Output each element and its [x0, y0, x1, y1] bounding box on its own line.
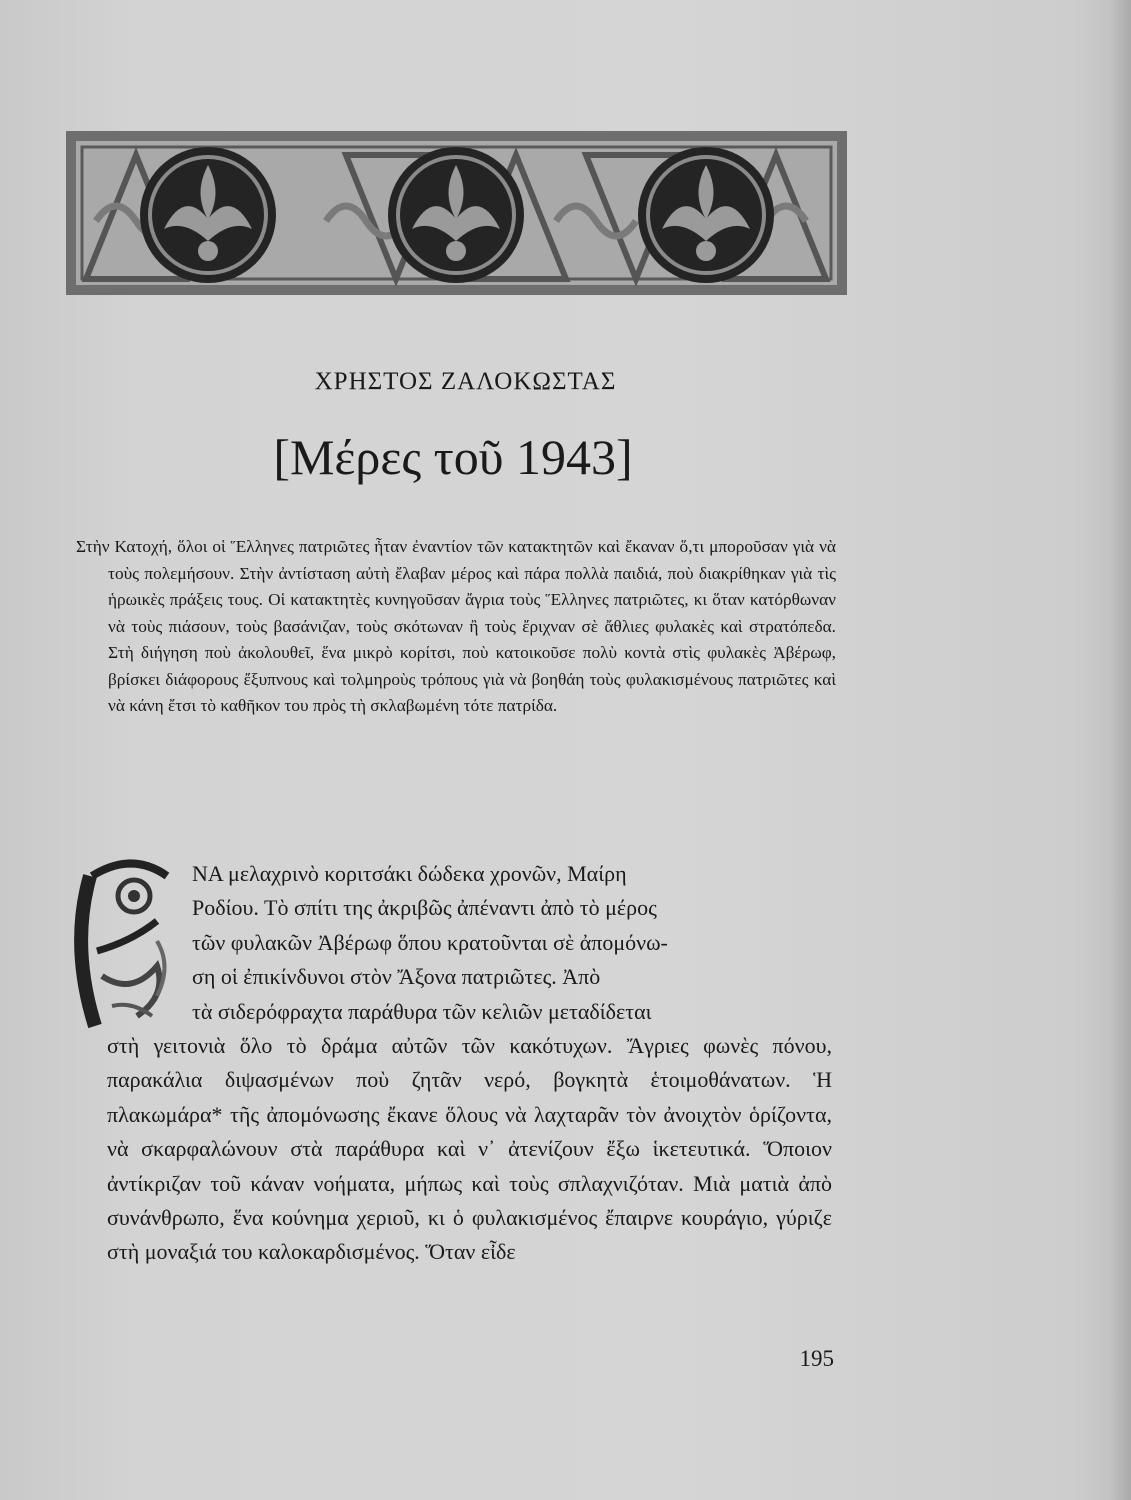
author-name: ΧΡΗΣΤΟΣ ΖΑΛΟΚΩΣΤΑΣ — [314, 368, 617, 395]
body-line: ση οἱ ἐπικίνδυνοι στὸν Ἄξονα πατριῶτες. Ἀπὸ — [192, 964, 601, 990]
intro-text: Στὴν Κατοχή, ὅλοι οἱ Ἕλληνες πατριῶτες ἦταν ἐναντίον τῶν κατακτητῶν καὶ ἔκαναν ὅ,τι μποροῦσαν γιὰ νὰ τοὺς πολεμήσουν. Στὴν ἀντίσταση αὐτὴ ἔλαβαν μέρος καὶ πάρα πολλὰ παιδιά, ποὺ διακρίθηκαν γιὰ τὶς ἡρωικὲς πράξεις τους. Οἱ κατακτητὲς κυνηγοῦσαν ἄγρια τοὺς Ἕλληνες πατριῶτες, κι ὅταν κατόρθωναν νὰ τοὺς πιάσουν, τοὺς βασάνιζαν, τοὺς σκότωναν ἢ τοὺς ἔριχναν σὲ ἄθλιες φυλακὲς καὶ στρατόπεδα. Στὴ διήγηση ποὺ ἀκολουθεῖ, ἕνα μικρὸ κορίτσι, ποὺ κατοικοῦσε πολὺ κοντὰ στὶς φυλακὲς Ἀβέρωφ, βρίσκει διάφορους ἔξυπνους καὶ τολμηροὺς τρόπους γιὰ νὰ βοηθάη τοὺς φυλακισμένους πατριῶτες καὶ νὰ κάνη ἔτσι τὸ καθῆκον του πρὸς τὴ σκλαβωμένη τότε πατρίδα. — [76, 537, 836, 715]
chapter-title: [Μέρες τοῦ 1943] — [273, 429, 633, 485]
body-paragraph — [107, 857, 832, 1270]
body-line: τὰ σιδερόφραχτα παράθυρα τῶν κελιῶν μεταδίδεται — [192, 998, 652, 1024]
body-text-continued: στὴ γειτονιὰ ὅλο τὸ δράμα αὐτῶν τῶν κακότυχων. Ἄγριες φωνὲς πόνου, παρακάλια διψασμένων ποὺ ζητᾶν νερό, βογκητὰ ἑτοιμοθάνατων. Ἡ πλακωμάρα* τῆς ἀπομόνωσης ἔκανε ὅλους νὰ λαχταρᾶν τὸν ἀνοιχτὸν ὁρίζοντα, νὰ σκαρφαλώνουν στὰ παράθυρα καὶ ν᾽ ἀτενίζουν ἔξω ἱκετευτικά. Ὅποιον ἀντίκριζαν τοῦ κάναν νοήματα, μήπως καὶ τοὺς σπλαχνιζόταν. Μιὰ ματιὰ ἀπὸ συνάνθρωπο, ἕνα κούνημα χεριοῦ, κι ὁ φυλακισμένος ἔπαιρνε κουράγιο, γύριζε στὴ μοναξιά του καλοκαρδισμένος. Ὅταν εἶδε — [107, 1033, 832, 1265]
intro-paragraph — [76, 534, 836, 720]
page-edge-shadow — [1109, 0, 1131, 1500]
ornamental-header-band — [66, 131, 847, 295]
body-line: τῶν φυλακῶν Ἀβέρωφ ὅπου κρατοῦνται σὲ ἀπομόνω- — [192, 929, 668, 955]
page-number: 195 — [799, 1346, 834, 1371]
body-line: Ροδίου. Τὸ σπίτι της ἀκριβῶς ἀπέναντι ἀπὸ τὸ μέρος — [192, 895, 657, 921]
body-line: ΝΑ μελαχρινὸ κοριτσάκι δώδεκα χρονῶν, Μαίρη — [192, 861, 627, 886]
